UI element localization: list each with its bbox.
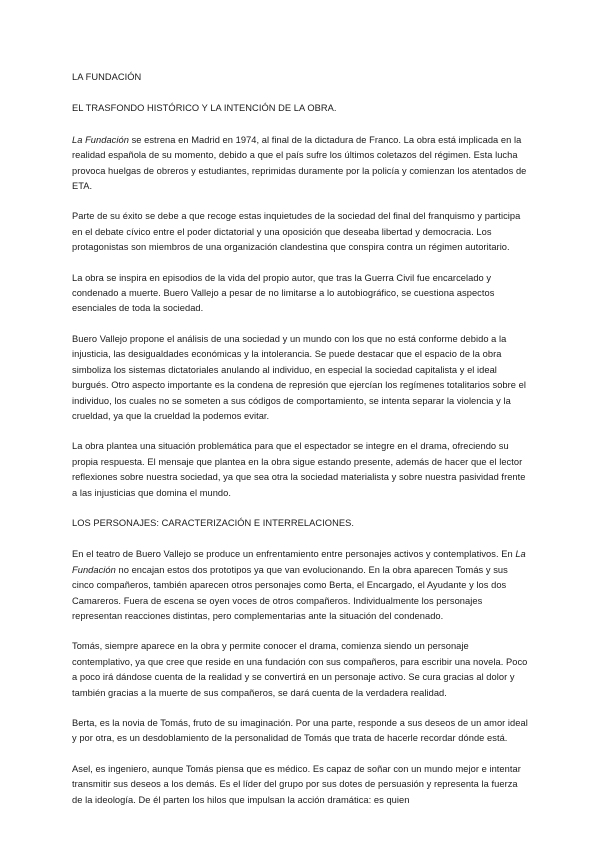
document-title: LA FUNDACIÓN xyxy=(72,72,142,82)
section-heading-characters: LOS PERSONAJES: CARACTERIZACIÓN E INTERRELACIONES. xyxy=(72,517,354,528)
paragraph-asel: Asel, es ingeniero, aunque Tomás piensa que es médico. Es capaz de soñar con un mundo mejor e intentar transmitir sus deseos a los demás. Es el líder del grupo por sus dotes de persuasión y representa la fuerza de la ideología. De él parten los hilos que impulsan la acción dramática: es quien xyxy=(72,763,521,805)
paragraph-4: Buero Vallejo propone el análisis de una sociedad y un mundo con los que no está conforme debido a la injusticia, las desigualdades económicas y la intolerancia. Se puede destacar que el espacio de la obra simboliza los sistemas dictatoriales anulando al individuo, en especial la sociedad capitalista y el ideal burgués. Otro aspecto importante es la condena de represión que ejercían los regímenes totalitarios sobre el individuo, los cuales no se someten a sus códigos de comportamiento, se intenta separar la violencia y la crueldad, ya que la crueldad la podemos evitar. xyxy=(72,333,526,421)
section-heading-background: EL TRASFONDO HISTÓRICO Y LA INTENCIÓN DE LA OBRA. xyxy=(72,103,337,114)
paragraph-berta: Berta, es la novia de Tomás, fruto de su imaginación. Por una parte, responde a sus deseos de un amor ideal y por otra, es un desdoblamiento de la personalidad de Tomás que trata de hacerle recordar dónde está. xyxy=(72,718,528,744)
paragraph-1-text: se estrena en Madrid en 1974, al final de la dictadura de Franco. La obra está implicada en la realidad española de su momento, debido a que el país sufre los últimos coletazos del régimen. Esta lucha provoca huelgas de obreros y estudiantes, reprimidas duramente por la policía y comienzan los atentados de ETA. xyxy=(72,134,527,192)
play-title-italic: La Fundación xyxy=(72,134,129,145)
document-body xyxy=(72,70,530,823)
paragraph-tomas: Tomás, siempre aparece en la obra y permite conocer el drama, comienza siendo un personaje contemplativo, ya que cree que reside en una fundación con sus compañeros, para escribir una novela. Poco a poco irá dándose cuenta de la realidad y se convertirá en un personaje activo. Se cura gracias al dolor y también gracias a la muerte de sus compañeros, se dará cuenta de la verdadera realidad. xyxy=(72,641,528,698)
play-title-italic: La Fundación xyxy=(72,549,526,575)
paragraph-6-before: En el teatro de Buero Vallejo se produce un enfrentamiento entre personajes activos y contemplativos. En xyxy=(72,549,516,560)
paragraph-5: La obra plantea una situación problemática para que el espectador se integre en el drama, ofreciendo su propia respuesta. El mensaje que plantea en la obra sigue estando presente, además de hacer que el lector reflexiones sobre nuestra sociedad, ya que sea otra la sociedad materialista y sobre nuestra pasividad frente a las injusticias que domina el mundo. xyxy=(72,441,526,498)
paragraph-6-after: no encajan estos dos prototipos ya que van evolucionando. En la obra aparecen Tomás y sus cinco compañeros, también aparecen otros personajes como Berta, el Encargado, el Ayudante y los dos Camareros. Fuera de escena se oyen voces de otros compañeros. Individualmente los personajes representan reacciones distintas, pero complementarias ante la situación del condenado. xyxy=(72,564,508,621)
paragraph-1 xyxy=(72,133,530,195)
paragraph-2: Parte de su éxito se debe a que recoge estas inquietudes de la sociedad del final del franquismo y participa en el debate cívico entre el poder dictatorial y una oposición que deseaba libertad y democracia. Los protagonistas son miembros de una organización clandestina que conspira contra un régimen autoritario. xyxy=(72,211,521,253)
paragraph-6 xyxy=(72,547,530,624)
paragraph-3: La obra se inspira en episodios de la vida del propio autor, que tras la Guerra Civil fue encarcelado y condenado a muerte. Buero Vallejo a pesar de no limitarse a lo autobiográfico, se cuestiona aspectos esenciales de toda la sociedad. xyxy=(72,272,495,314)
